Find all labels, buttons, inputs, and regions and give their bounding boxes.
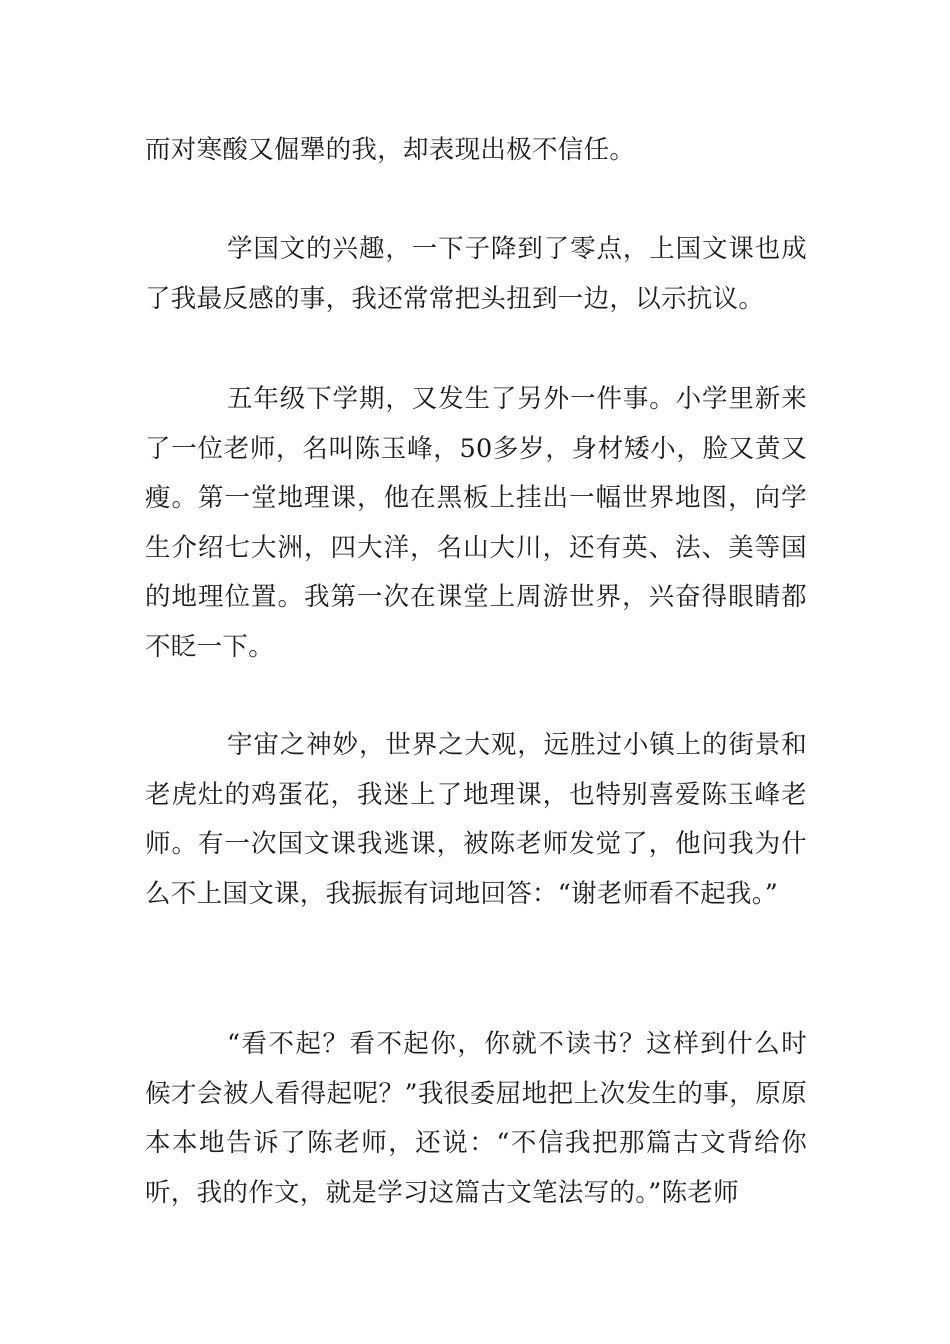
- paragraph: 五年级下学期，又发生了另外一件事。小学里新来了一位老师，名叫陈玉峰，50多岁，身材矮小，脸又黄又瘦。第一堂地理课，他在黑板上挂出一幅世界地图，向学生介绍七大洲，四大洋，名山大川，还有英、法、美等国的地理位置。我第一次在课堂上周游世界，兴奋得眼睛都不眨一下。: [145, 384, 807, 662]
- paragraph-continuation: 而对寒酸又倔犟的我，却表现出极不信任。: [145, 135, 636, 165]
- paragraph: 宇宙之神妙，世界之大观，远胜过小镇上的街景和老虎灶的鸡蛋花，我迷上了地理课，也特别喜爱陈玉峰老师。有一次国文课我逃课，被陈老师发觉了，他问我为什么不上国文课，我振振有词地回答：“谢老师看不起我。”: [145, 730, 807, 909]
- paragraph: 学国文的兴趣，一下子降到了零点，上国文课也成了我最反感的事，我还常常把头扭到一边，以示抗议。: [145, 234, 807, 314]
- paragraph: “看不起？看不起你，你就不读书？这样到什么时候才会被人看得起呢？”我很委屈地把上次发生的事，原原本本地告诉了陈老师，还说：“不信我把那篇古文背给你听，我的作文，就是学习这篇古文笔法写的。”陈老师: [145, 1029, 807, 1208]
